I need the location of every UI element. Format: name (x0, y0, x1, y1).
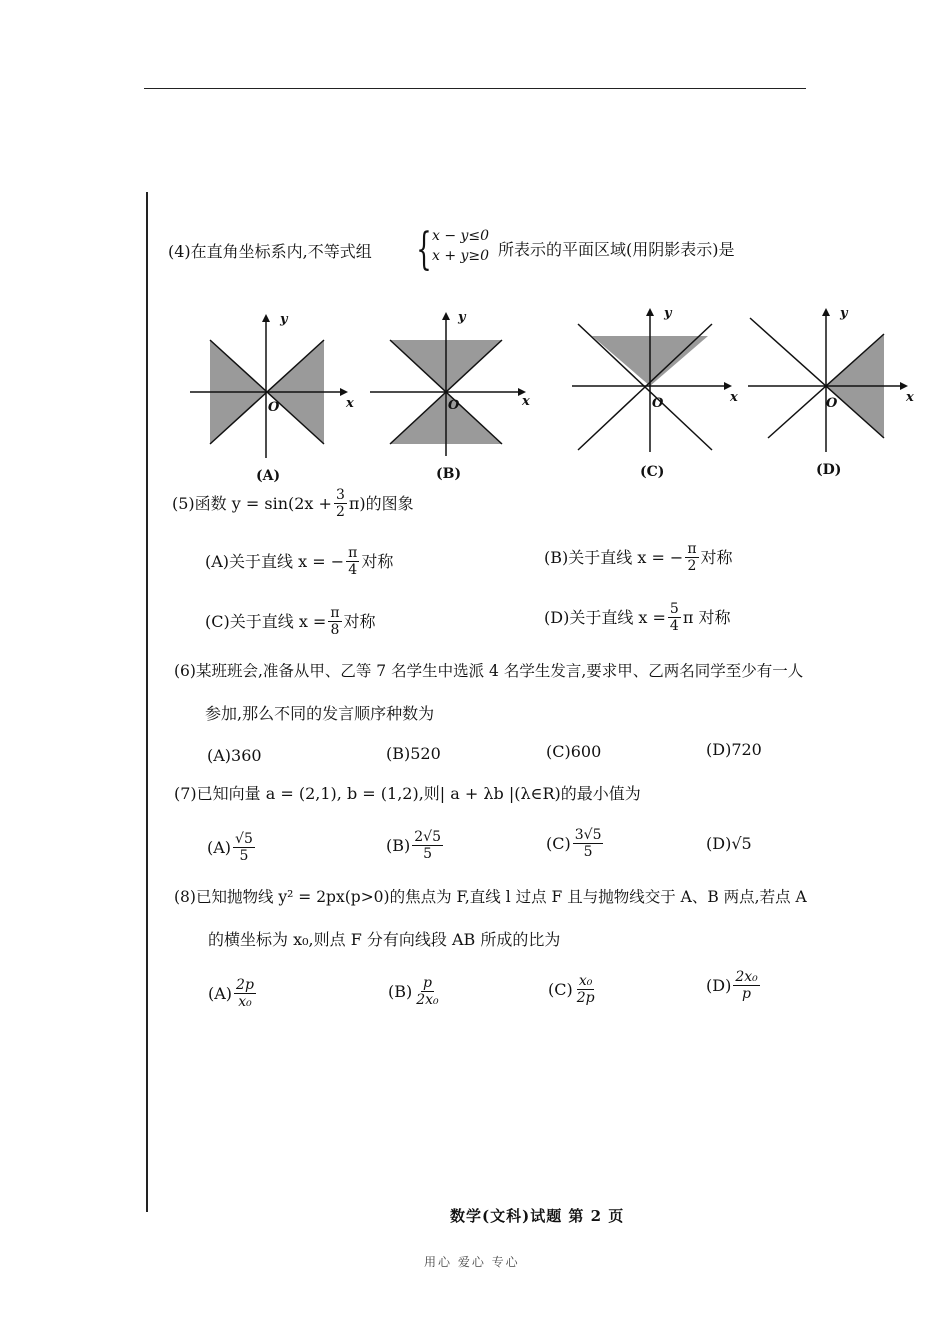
q6-line-2: 参加,那么不同的发言顺序种数为 (205, 704, 435, 723)
q8-option-d-num: 2x₀ (735, 969, 758, 985)
graph-d-x-label: x (906, 390, 914, 405)
q5-option-b-post: 对称 (700, 547, 733, 567)
q8-line-1: (8)已知抛物线 y² = 2px(p>0)的焦点为 F,直线 l 过点 F 且与抛物线交于 A、B 两点,若点 A (174, 888, 807, 906)
graph-a-y-label: y (280, 312, 288, 327)
q7-option-b-num: 2√5 (414, 829, 441, 845)
q5-option-c-num: π (330, 605, 340, 621)
q5-option-d-post: π 对称 (682, 607, 731, 627)
q5-option-d (544, 602, 730, 633)
graph-c-x-label: x (730, 390, 738, 405)
q5-option-d-frac (668, 602, 681, 633)
q5-stem-frac-num: 3 (335, 487, 345, 503)
watermark: 用心 爱心 专心 (424, 1255, 520, 1269)
q5-stem-a: (5)函数 y = sin(2x + (172, 493, 332, 513)
q8-option-a-den: x₀ (238, 994, 252, 1010)
q7-option-c (546, 828, 605, 859)
q5-option-b-frac (685, 542, 698, 573)
q7-option-b (386, 830, 445, 861)
q5-option-a-pre: (A)关于直线 x = − (205, 551, 345, 571)
q5-stem-b: π)的图象 (348, 493, 414, 513)
q7-option-b-frac (412, 830, 443, 861)
q7-option-a-pre: (A) (207, 837, 232, 857)
q5-stem-frac-den: 2 (335, 504, 345, 520)
q5-option-a-den: 4 (348, 562, 358, 578)
q4-ineq-1: x − y≤0 (432, 228, 490, 244)
q7-option-a-frac (233, 832, 255, 863)
graph-b-label: (B) (436, 466, 462, 482)
q6-option-a: (A)360 (207, 746, 262, 765)
q5-option-c-den: 8 (330, 622, 340, 638)
graph-b (370, 308, 540, 458)
q7-option-a-num: √5 (235, 831, 253, 847)
graph-d-label: (D) (816, 462, 842, 478)
q6-option-c: (C)600 (546, 742, 602, 761)
q7-stem: (7)已知向量 a = (2,1), b = (1,2),则| a + λb |(λ∈R)的最小值为 (174, 784, 641, 803)
q8-option-d (706, 970, 762, 1001)
q4-ineq-2: x + y≥0 (432, 248, 490, 265)
q7-option-a (207, 832, 257, 863)
q4-brace: { (416, 224, 432, 275)
q4-prefix: (4)在直角坐标系内,不等式组 (168, 242, 372, 261)
q8-option-b-frac (414, 976, 440, 1007)
q8-option-c-frac (575, 974, 597, 1005)
q8-option-a (208, 978, 258, 1009)
q8-option-b-num: p (422, 975, 432, 991)
q5-option-d-den: 4 (669, 618, 679, 634)
q7-option-c-pre: (C) (546, 833, 571, 853)
q5-stem-frac (334, 488, 347, 519)
graph-c-origin: O (652, 396, 664, 411)
graph-b-origin: O (448, 398, 460, 413)
q8-option-a-num: 2p (236, 977, 254, 993)
q6-option-b: (B)520 (386, 744, 441, 763)
graph-b-y-label: y (458, 310, 466, 325)
q5-option-c-post: 对称 (343, 611, 376, 631)
graph-a-label: (A) (256, 468, 281, 484)
q8-option-b-pre: (B) (388, 981, 413, 1001)
q8-option-b-den: 2x₀ (416, 992, 439, 1008)
graph-c-label: (C) (640, 464, 665, 480)
margin-rule (146, 192, 148, 1212)
q8-line-2: 的横坐标为 x₀,则点 F 分有向线段 AB 所成的比为 (208, 930, 561, 949)
q5-stem (172, 488, 414, 519)
q8-option-c-den: 2p (576, 990, 595, 1006)
q8-option-a-pre: (A) (208, 983, 233, 1003)
q5-option-b (544, 542, 733, 573)
q6-line-1: (6)某班班会,准备从甲、乙等 7 名学生中选派 4 名学生发言,要求甲、乙两名同学至少有一人 (174, 662, 804, 680)
q7-option-b-pre: (B) (386, 835, 411, 855)
q7-option-d: (D)√5 (706, 834, 752, 853)
header-rule (144, 88, 806, 89)
q5-option-b-num: π (687, 541, 697, 557)
q7-option-b-den: 5 (423, 846, 433, 862)
q5-option-a (205, 546, 393, 577)
q8-option-c (548, 974, 599, 1005)
page-footer: 数学(文科)试题 第 2 页 (450, 1207, 625, 1225)
q6-option-d: (D)720 (706, 740, 762, 759)
q5-option-a-frac (346, 546, 359, 577)
graph-d-origin: O (826, 396, 838, 411)
q8-option-c-pre: (C) (548, 979, 573, 999)
graph-a-x-label: x (346, 396, 354, 411)
q7-option-c-den: 5 (583, 844, 593, 860)
graph-c-y-label: y (664, 306, 672, 321)
q8-option-a-frac (234, 978, 256, 1009)
graph-a (190, 310, 370, 460)
q5-option-c (205, 606, 376, 637)
q4-system (432, 226, 489, 267)
q8-option-d-pre: (D) (706, 975, 732, 995)
q5-option-b-pre: (B)关于直线 x = − (544, 547, 684, 567)
q5-option-b-den: 2 (687, 558, 697, 574)
q8-option-d-frac (733, 970, 759, 1001)
q8-option-c-num: x₀ (578, 973, 593, 989)
q5-option-a-num: π (348, 545, 358, 561)
q7-option-a-den: 5 (239, 848, 249, 864)
q4-suffix: 所表示的平面区域(用阴影表示)是 (498, 240, 735, 259)
q8-option-d-den: p (742, 986, 751, 1002)
graph-c (572, 304, 752, 454)
q5-option-d-num: 5 (669, 601, 679, 617)
q7-option-c-num: 3√5 (574, 827, 602, 843)
q5-option-c-pre: (C)关于直线 x = (205, 611, 327, 631)
graph-a-origin: O (268, 400, 280, 415)
graph-d (748, 304, 928, 454)
q5-option-d-pre: (D)关于直线 x = (544, 607, 666, 627)
q8-option-b (388, 976, 443, 1007)
q7-option-c-frac (573, 828, 604, 859)
graph-d-y-label: y (840, 306, 848, 321)
q5-option-c-frac (328, 606, 341, 637)
graph-b-x-label: x (522, 394, 530, 409)
q5-option-a-post: 对称 (361, 551, 394, 571)
